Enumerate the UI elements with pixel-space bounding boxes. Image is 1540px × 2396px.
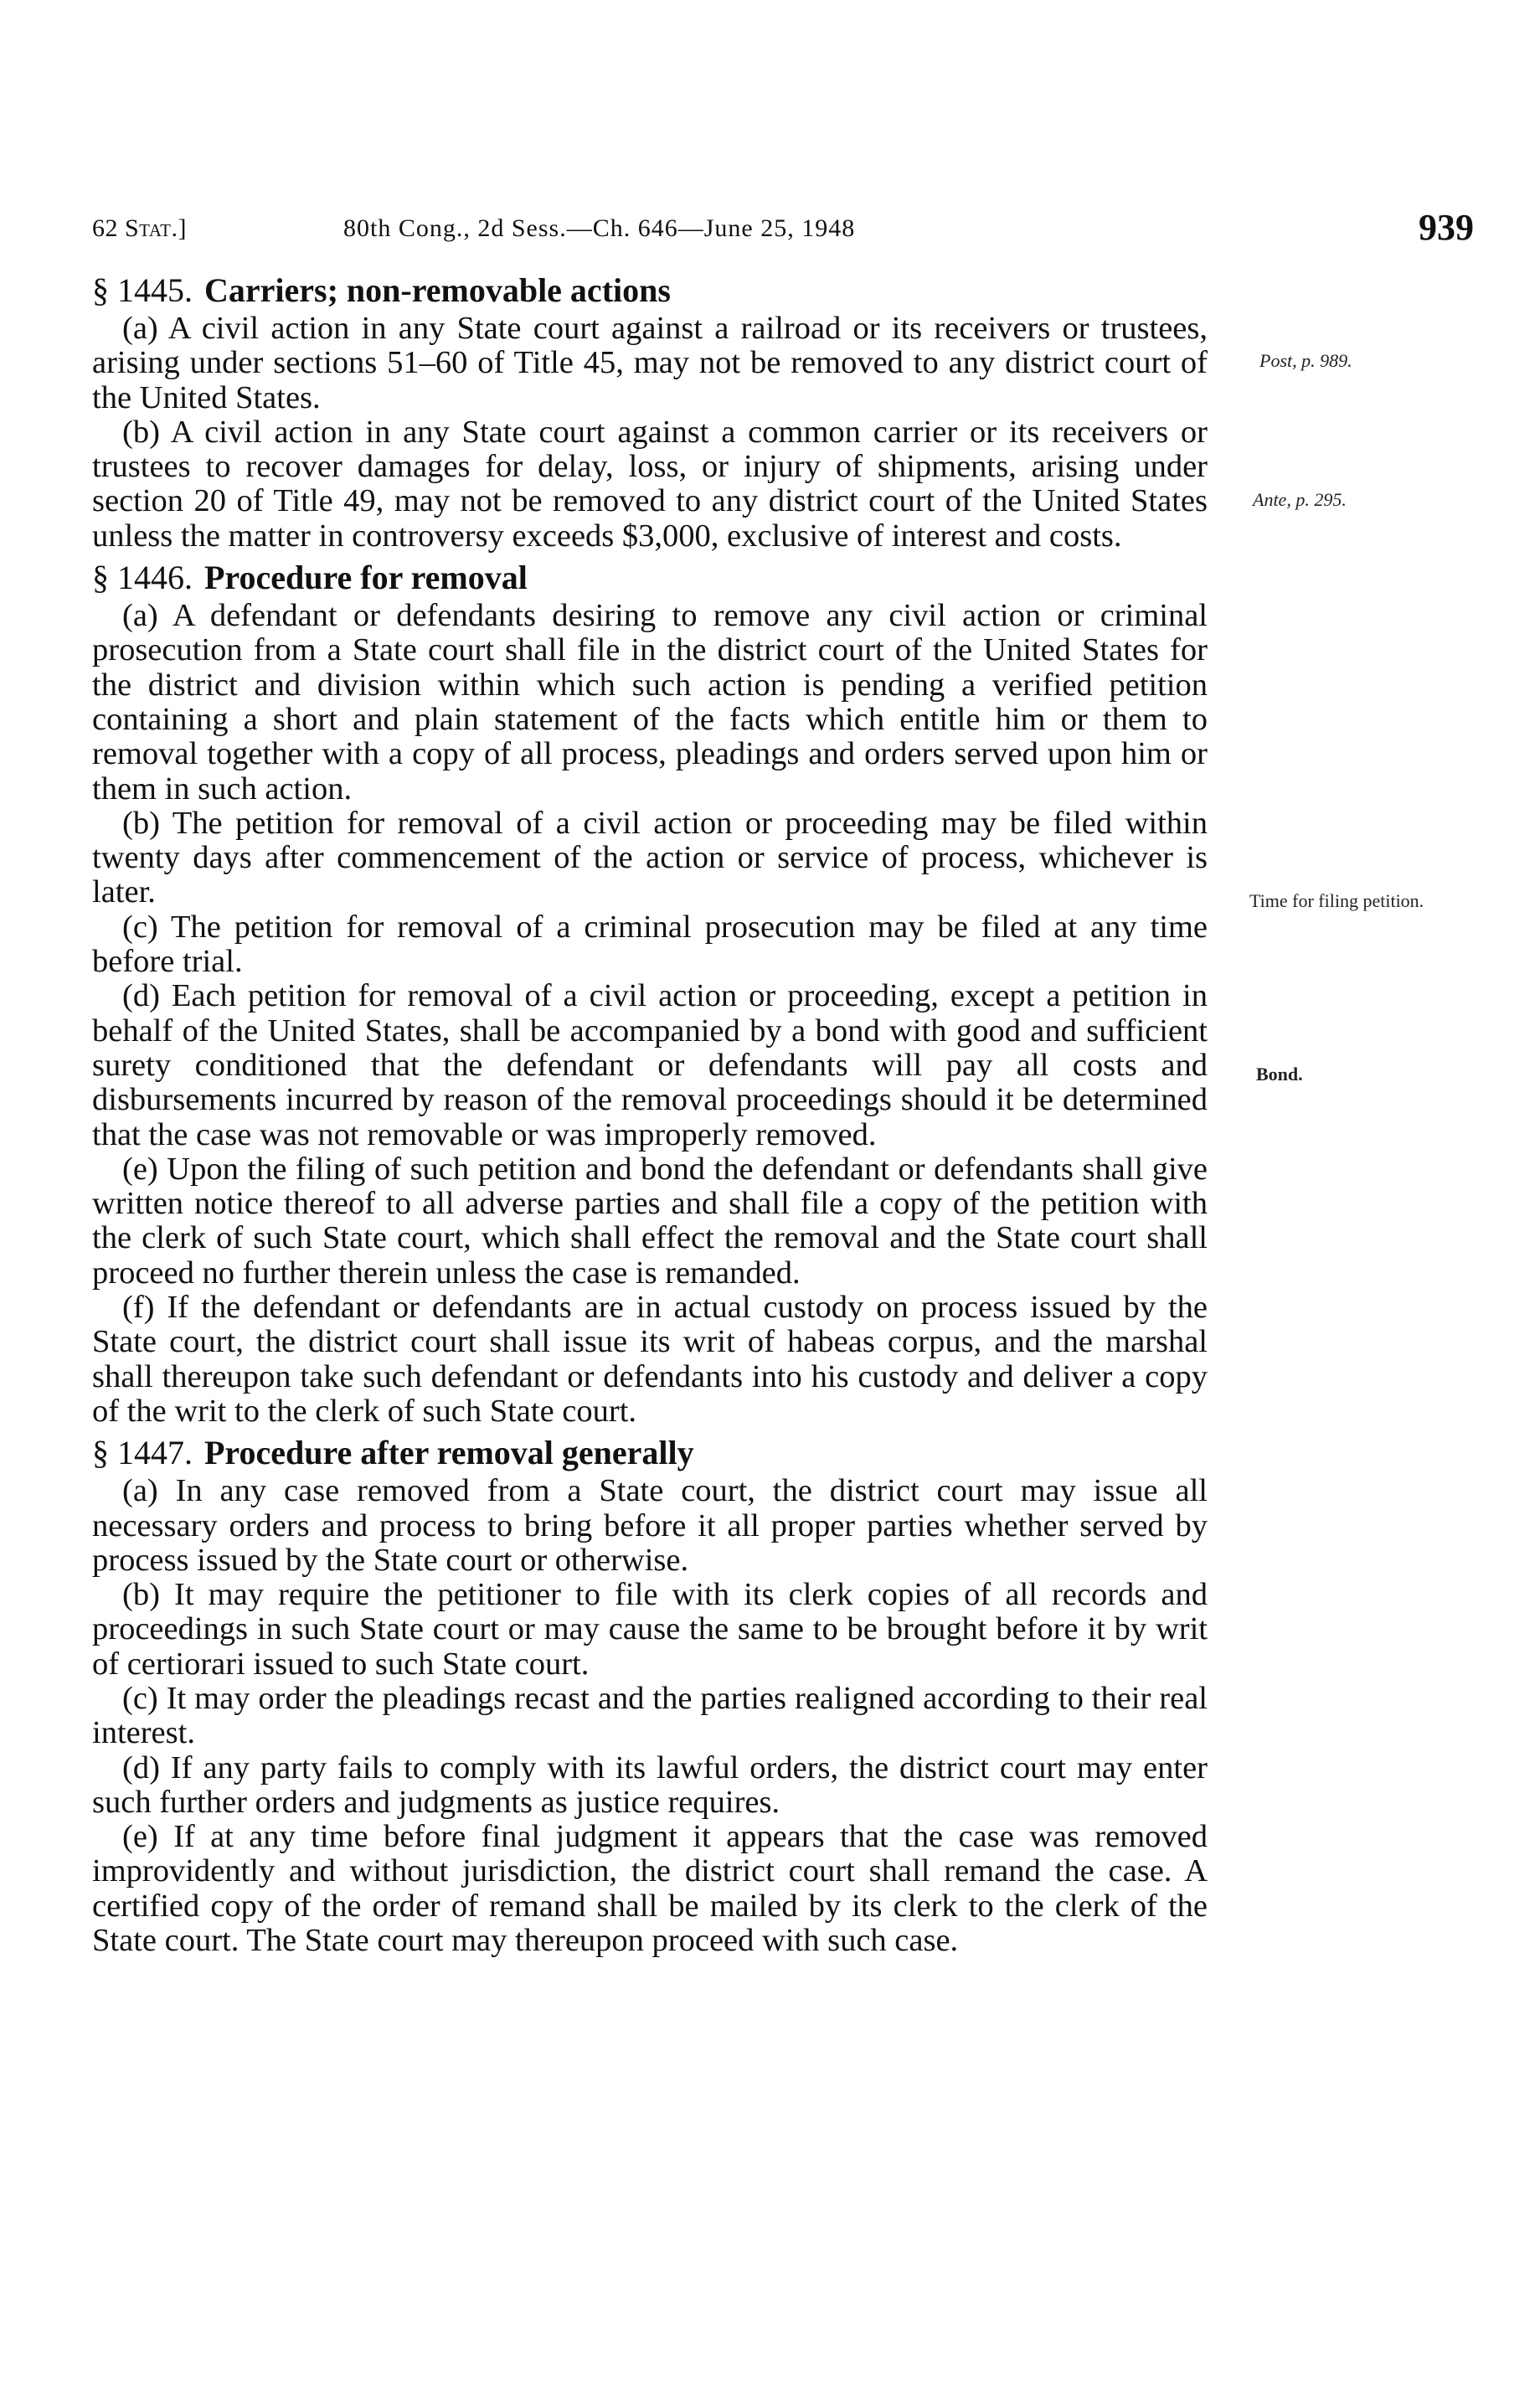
paragraph-1446-e: (e) Upon the filing of such petition and bond the defendant or defendants shall give written notice thereof to all adverse parties and shall file a copy of the petition with the clerk of such State court, which shall effect the removal and the State court shall proceed no further therein unless the case is remanded.: [92, 1151, 1208, 1291]
paragraph-1446-f: (f) If the defendant or defendants are in actual custody on process issued by the State court, the district court shall issue its writ of habeas corpus, and the marshal shall thereupon take such defendant or defendants into his custody and deliver a copy of the writ to the clerk of such State court.: [92, 1290, 1208, 1429]
paragraph-1446-d: (d) Each petition for removal of a civil action or proceeding, except a petition in behalf of the United States, shall be accompanied by a bond with good and sufficient surety conditioned that the defendant or defendants will pay all costs and disbursements incurred by reason of the removal proceedings should it be determined that the case was not removable or was improperly removed.: [92, 978, 1208, 1152]
running-header: [92, 206, 1474, 246]
section-heading-1447: [92, 1434, 1208, 1472]
section-title: Carriers; non-removable actions: [204, 271, 671, 309]
congress-session-chapter: 80th Cong., 2d Sess.—Ch. 646—June 25, 1948: [343, 214, 856, 242]
paragraph-1445-a: (a) A civil action in any State court against a railroad or its receivers or trustees, arising under sections 51–60 of Title 45, may not be removed to any district court of the United States.: [92, 311, 1208, 415]
margin-note-time-for-filing: Time for filing petition.: [1249, 890, 1424, 911]
margin-note-ante: Ante, p. 295.: [1253, 489, 1347, 510]
margin-note-bond: Bond.: [1256, 1064, 1303, 1085]
section-number: § 1447.: [92, 1434, 193, 1472]
paragraph-1445-b: (b) A civil action in any State court against a common carrier or its receivers or trustees to recover damages for delay, loss, or injury of shipments, arising under section 20 of Title 49, may not be removed to any district court of the United States unless the matter in controversy exceeds $3,000, exclusive of interest and costs.: [92, 414, 1208, 554]
statute-volume: 62 Stat.]: [92, 214, 187, 242]
section-heading-1445: [92, 271, 1208, 310]
page-number: 939: [1419, 207, 1474, 248]
paragraph-1446-b: (b) The petition for removal of a civil action or proceeding may be filed within twenty days after commencement of the action or service of process, whichever is later.: [92, 805, 1208, 910]
paragraph-1447-b: (b) It may require the petitioner to file with its clerk copies of all records and proceedings in such State court or may cause the same to be brought before it by writ of certiorari issued to such State court.: [92, 1577, 1208, 1682]
section-number: § 1446.: [92, 559, 193, 597]
paragraph-1446-c: (c) The petition for removal of a criminal prosecution may be filed at any time before trial.: [92, 909, 1208, 980]
paragraph-1447-a: (a) In any case removed from a State court, the district court may issue all necessary orders and process to bring before it all proper parties whether served by process issued by the State court or otherwise.: [92, 1473, 1208, 1578]
section-title: Procedure after removal generally: [204, 1434, 694, 1472]
main-text-column: [92, 266, 1208, 1958]
section-number: § 1445.: [92, 271, 193, 309]
paragraph-1447-d: (d) If any party fails to comply with its lawful orders, the district court may enter such further orders and judgments as justice requires.: [92, 1749, 1208, 1820]
paragraph-1447-c: (c) It may order the pleadings recast and the parties realigned according to their real interest.: [92, 1680, 1208, 1751]
paragraph-1446-a: (a) A defendant or defendants desiring to remove any civil action or criminal prosecution from a State court shall file in the district court of the United States for the district and division within which such action is pending a verified petition containing a short and plain statement of the facts which entitle him or them to removal together with a copy of all process, pleadings and orders served upon him or them in such action.: [92, 598, 1208, 806]
paragraph-1447-e: (e) If at any time before final judgment it appears that the case was removed improvidently and without jurisdiction, the district court shall remand the case. A certified copy of the order of remand shall be mailed by its clerk to the clerk of the State court. The State court may thereupon proceed with such case.: [92, 1819, 1208, 1959]
section-heading-1446: [92, 559, 1208, 597]
margin-note-post: Post, p. 989.: [1259, 350, 1352, 371]
section-title: Procedure for removal: [204, 559, 528, 597]
